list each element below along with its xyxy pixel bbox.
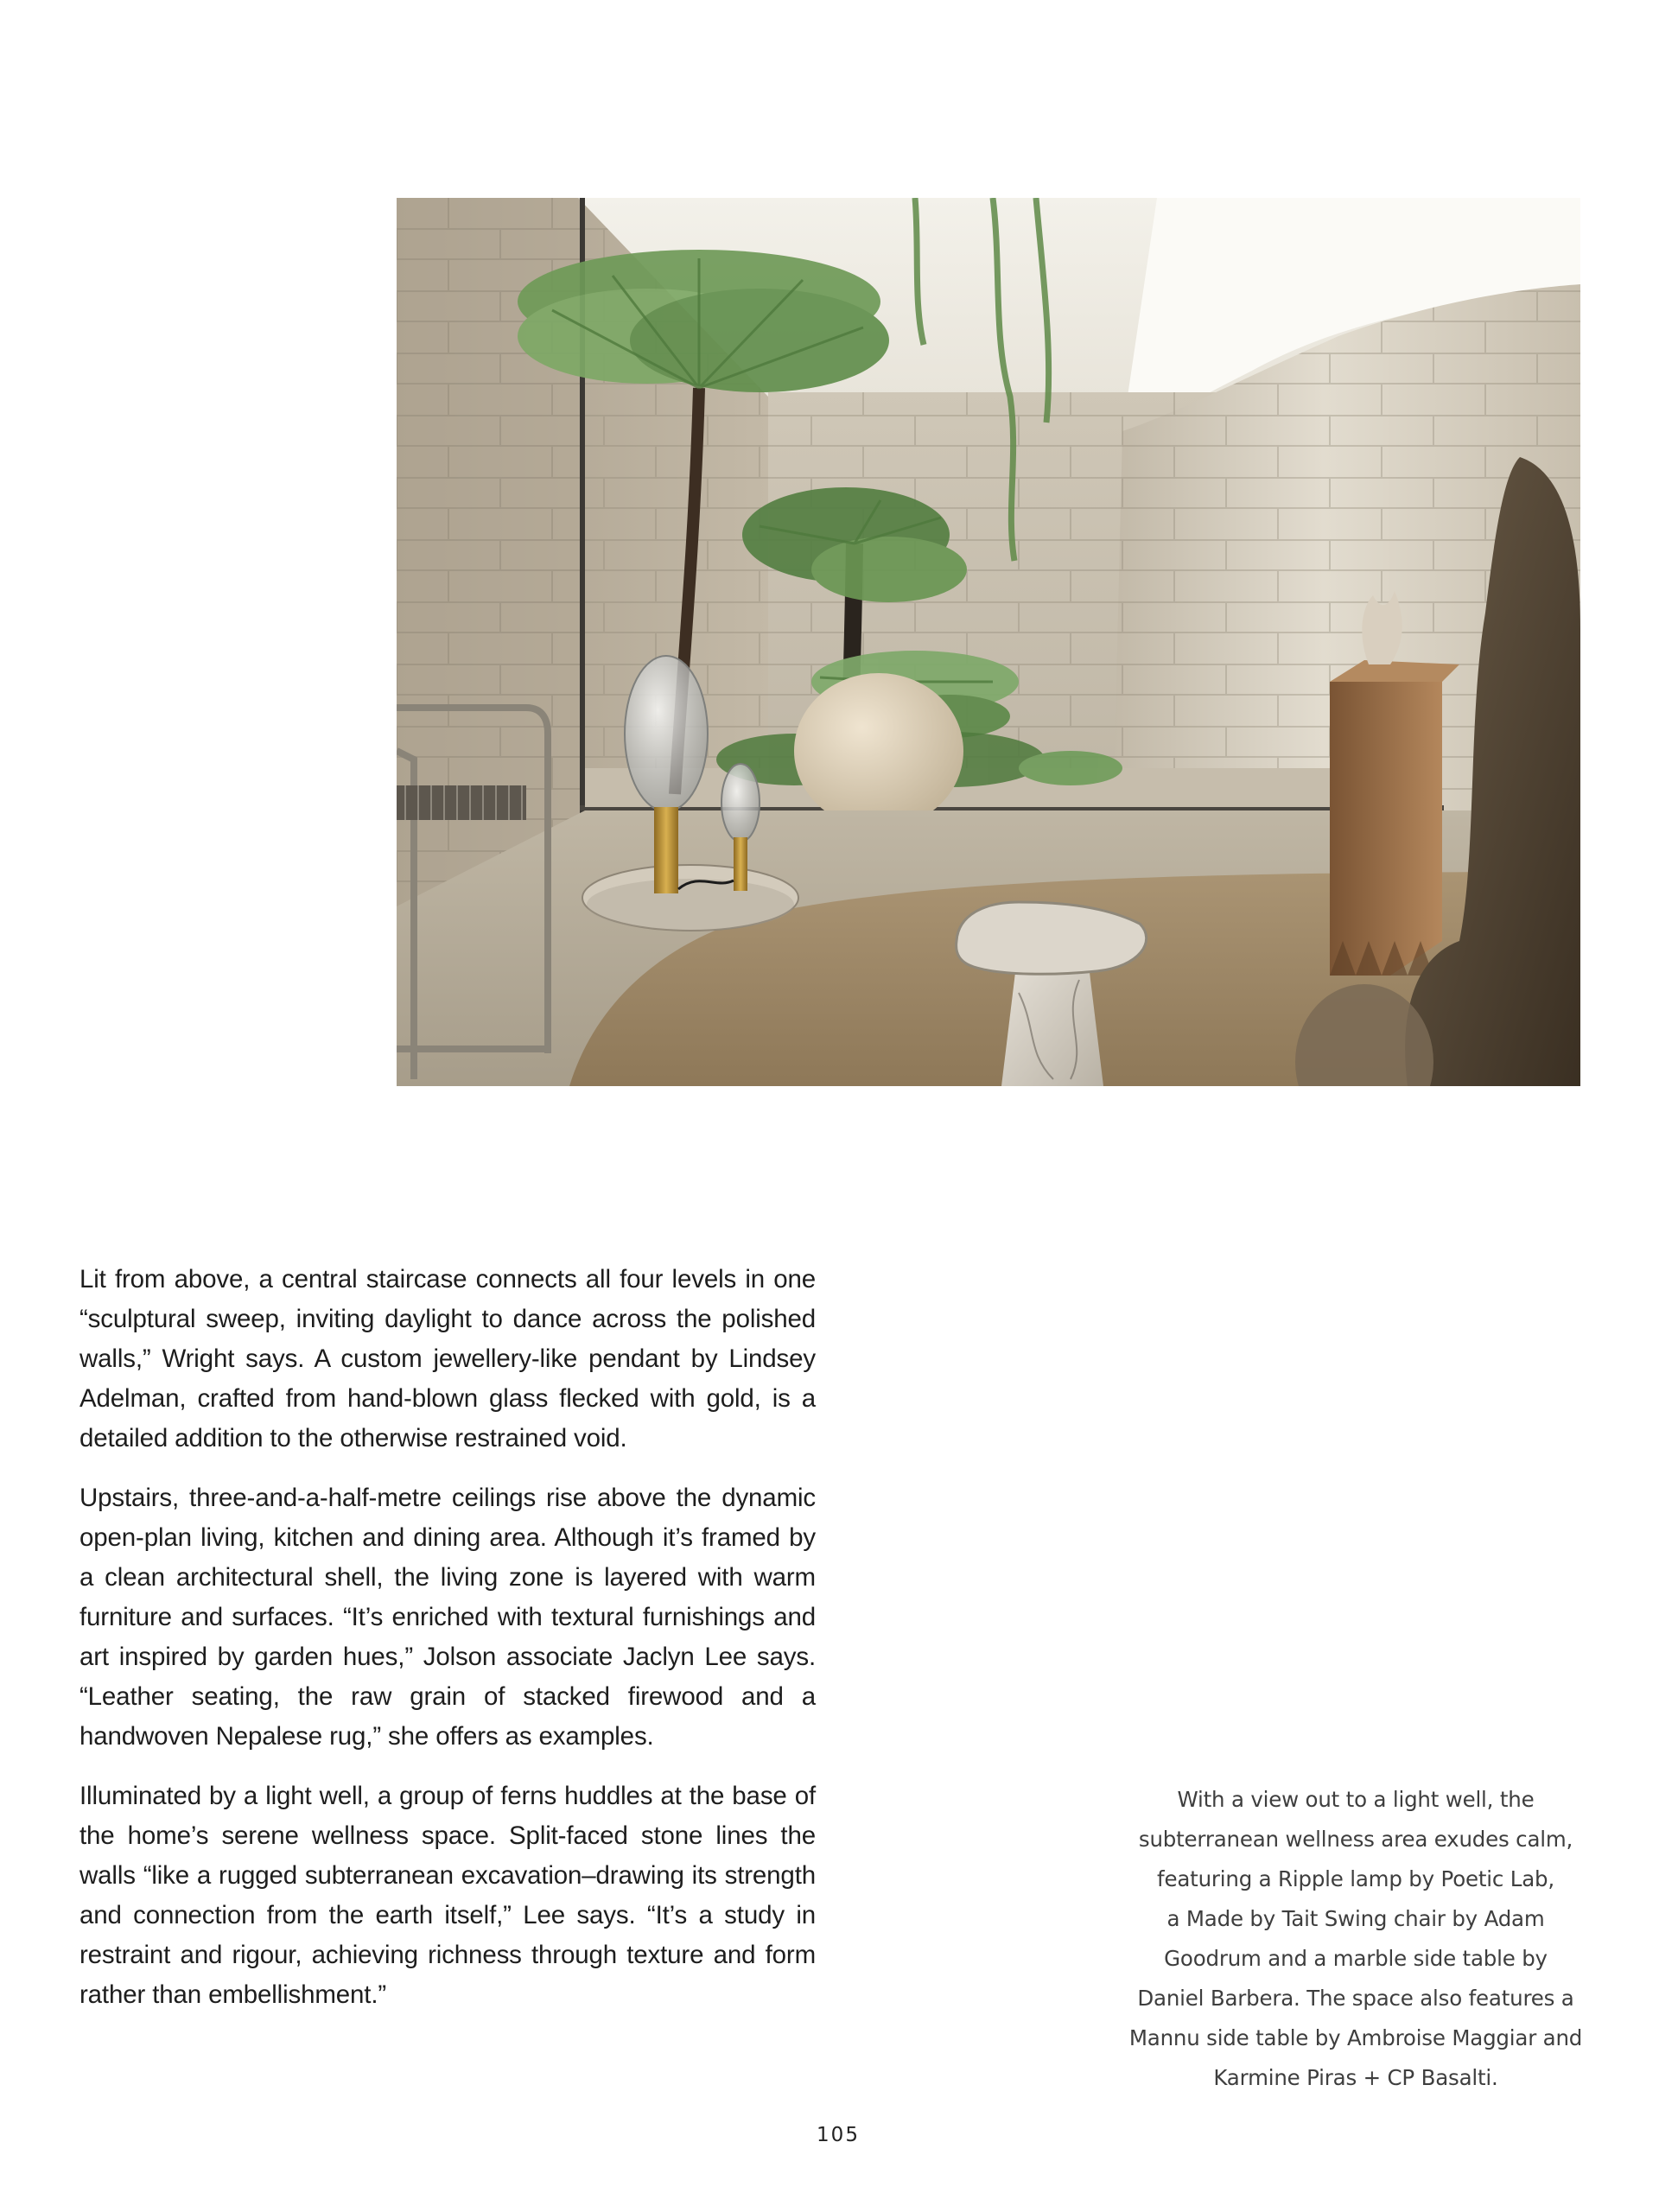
body-paragraph: Upstairs, three-and-a-half-metre ceilings rise above the dynamic open-plan living, kitchen and dining area. Although it’s framed by a clean architectural shell, the living zone is layered with warm furniture and surfaces. “It’s enriched with textural furnishings and art inspired by garden hues,” Jolson associate Jaclyn Lee says. “Leather seating, the raw grain of stacked firewood and a handwoven Nepalese rug,” she offers as examples. [79,1484,816,1751]
swing-chair-seat [397,785,526,820]
ripple-lamp-glass-small [721,764,760,842]
lamp-brass-base [654,807,678,893]
page-number: 105 [817,2124,860,2146]
caption-line: featuring a Ripple lamp by Poetic Lab, [1157,1866,1554,1891]
caption-line: Goodrum and a marble side table by [1164,1946,1548,1971]
caption-line: a Made by Tait Swing chair by Adam [1166,1906,1545,1931]
caption-line: With a view out to a light well, the [1177,1787,1535,1812]
ripple-lamp-glass-large [625,656,708,811]
caption-line: Karmine Piras + CP Basalti. [1213,2065,1498,2090]
body-paragraph: Illuminated by a light well, a group of ferns huddles at the base of the home’s serene wellness space. Split-faced stone lines the walls “like a rugged subterranean excavation–drawing its strength and connection from the earth itself,” Lee says. “It’s a study in restraint and rigour, achieving richness through texture and form rather than embellishment.” [79,1782,816,2009]
feature-photograph [397,198,1580,1086]
photo-illustration [397,198,1580,1086]
article-body [79,1260,816,2035]
caption-line: Mannu side table by Ambroise Maggiar and [1128,2025,1583,2050]
timber-side-table [1330,682,1442,976]
lamp-brass-base [734,837,747,891]
photo-caption [1097,1780,1614,2098]
body-paragraph: Lit from above, a central staircase connects all four levels in one “sculptural sweep, inviting daylight to dance across the polished walls,” Wright says. A custom jewellery-like pendant by Lindsey Adelman, crafted from hand-blown glass flecked with gold, is a detailed addition to the otherwise restrained void. [79,1265,816,1452]
caption-line: subterranean wellness area exudes calm, [1138,1827,1573,1852]
egg-stone [794,673,963,829]
caption-line: Daniel Barbera. The space also features a [1137,1986,1574,2011]
marble-table-base [1001,958,1103,1086]
